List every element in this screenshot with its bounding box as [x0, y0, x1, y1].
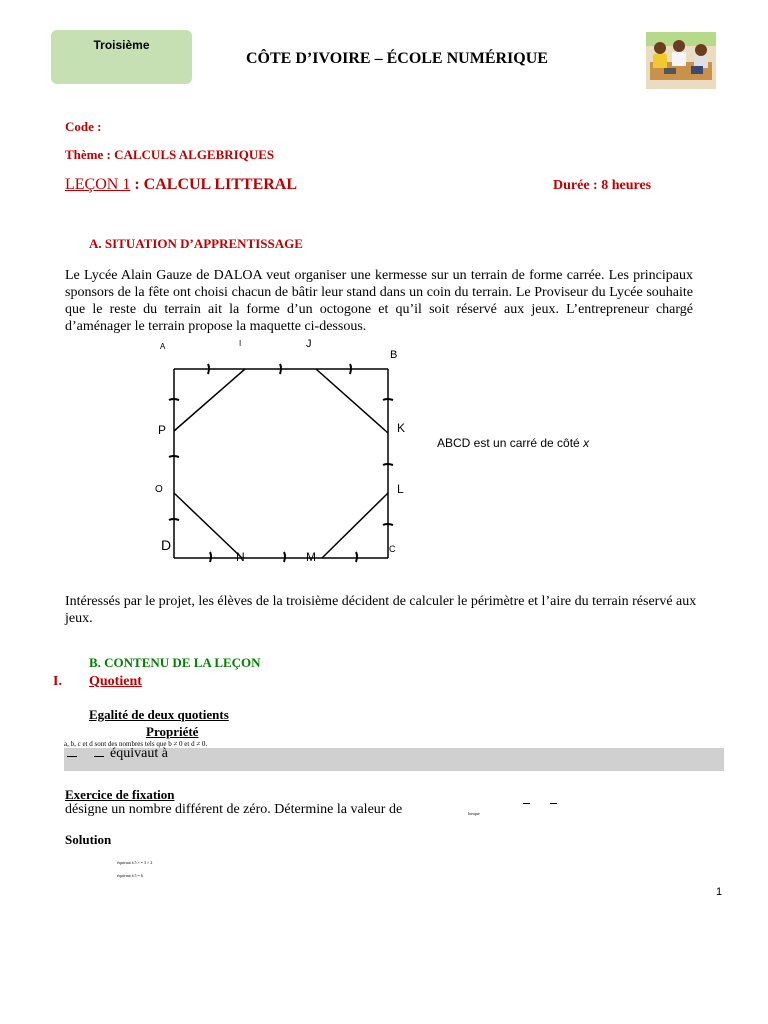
situation-paragraph: Le Lycée Alain Gauze de DALOA veut organiser une kermesse sur un terrain de forme carrée. Les principaux sponsors de la fête ont choisi chacun de bâtir leur stand dans un coin du terrain. Le Proviseur du Lycée souhaite que le reste du terrain ait la forme d’un octogone et qu’il soit réservé aux jeux. L’entrepreneur chargé d’aménager le terrain propose la maquette ci-dessous.	[65, 268, 693, 334]
section-a-heading: A. SITUATION D’APPRENTISSAGE	[89, 236, 303, 251]
figure-caption-text: ABCD est un carré de côté	[437, 436, 584, 450]
label-l: L	[397, 482, 404, 496]
students-illustration	[646, 32, 716, 89]
label-i: I	[239, 339, 242, 348]
part-number: I.	[53, 674, 62, 689]
level-badge	[51, 30, 192, 84]
subheading: Egalité de deux quotients	[89, 707, 229, 722]
label-p: P	[158, 423, 167, 437]
label-k: K	[397, 421, 406, 435]
page-number: 1	[716, 886, 723, 898]
label-d: D	[161, 537, 172, 553]
property-hypothesis: a, b, c et d sont des nombres tels que b ≠ 0 et d ≠ 0.	[64, 740, 208, 748]
fraction-bar-left	[67, 756, 77, 757]
exercise-text: désigne un nombre différent de zéro. Détermine la valeur de	[65, 802, 403, 817]
lesson-number: LEÇON 1	[65, 176, 131, 193]
figure-caption	[437, 436, 589, 450]
exercise-fraction-bar-1	[523, 803, 530, 804]
octagon-figure	[150, 335, 450, 567]
theme-label: Thème : CALCULS ALGEBRIQUES	[65, 147, 275, 162]
exercise-title: Exercice de fixation	[65, 787, 175, 802]
label-o: O	[155, 484, 163, 495]
exercise-condition: lorsque	[468, 811, 480, 816]
fraction-bar-right	[94, 756, 104, 757]
label-j: J	[306, 338, 312, 350]
lesson-heading	[65, 176, 297, 194]
exercise-fraction-bar-2	[550, 803, 557, 804]
section-b-heading: B. CONTENU DE LA LEÇON	[89, 655, 261, 670]
level-badge-label: Troisième	[93, 38, 150, 52]
code-label: Code :	[65, 119, 102, 134]
figure-caption-variable: x	[583, 436, 590, 450]
property-title: Propriété	[146, 724, 199, 739]
label-b: B	[390, 349, 398, 361]
site-title: CÔTE D’IVOIRE – ÉCOLE NUMÉRIQUE	[246, 50, 548, 67]
duration-label: Durée : 8 heures	[553, 178, 652, 193]
label-m: M	[306, 550, 316, 564]
solution-line-2: équivaut à 5 = 6.	[117, 873, 144, 878]
part-title: Quotient	[89, 674, 142, 689]
label-a: A	[160, 342, 166, 351]
situation-paragraph-2: Intéressés par le projet, les élèves de la troisième décident de calculer le périmètre et l’aire du terrain réservé aux jeux.	[65, 594, 697, 626]
property-statement: équivaut à	[110, 746, 168, 761]
solution-title: Solution	[65, 832, 112, 847]
solution-line-1: équivaut à 5 × = 3 × 2	[117, 860, 153, 865]
label-n: N	[236, 550, 245, 564]
lesson-title: : CALCUL LITTERAL	[130, 176, 298, 193]
label-c: C	[389, 544, 396, 554]
